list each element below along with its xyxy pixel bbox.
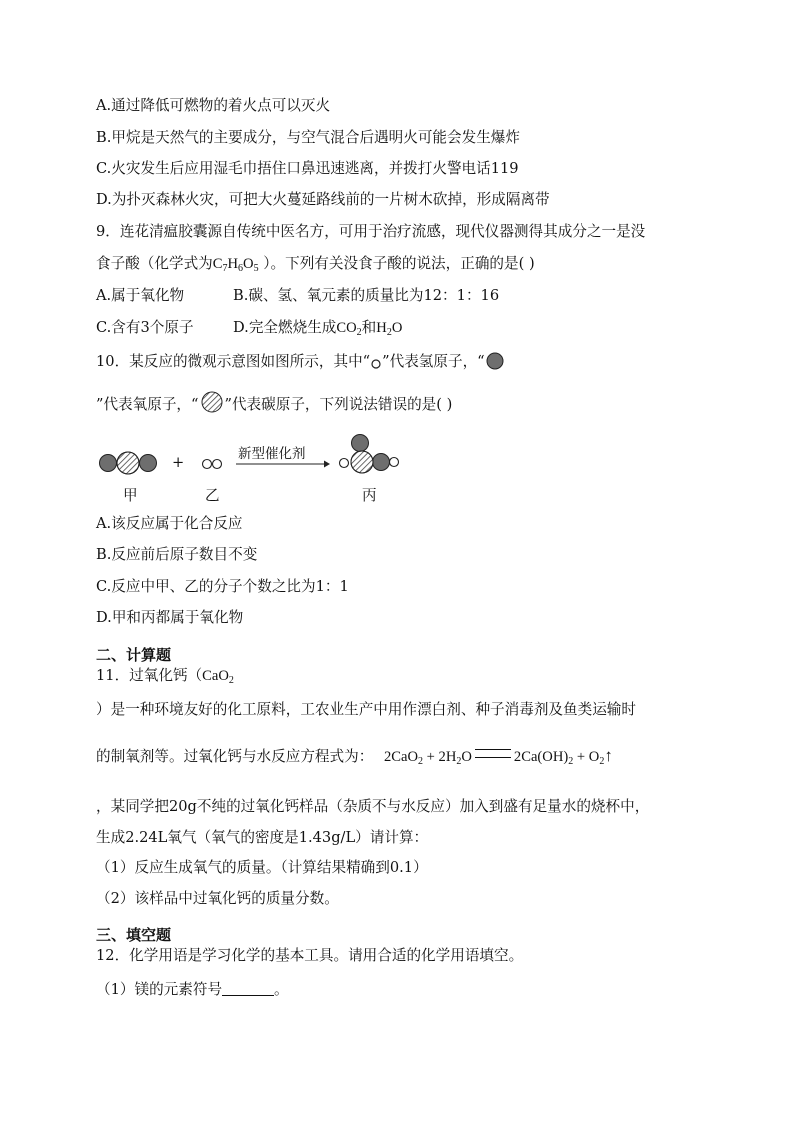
co2-formula: $CO_2$	[336, 320, 362, 338]
q9-stem-line2	[96, 254, 535, 274]
jia-oxygen-right	[140, 455, 157, 472]
q10-stem-line1: 10．某反应的微观示意图如图所示，其中“ ”代表氢原子，“	[96, 352, 505, 372]
molecule-bing	[340, 435, 399, 474]
carbon-atom-icon	[199, 391, 225, 413]
bing-hydrogen-right	[390, 458, 399, 467]
bing-oxygen-top	[352, 435, 369, 452]
q11-subquestion-2: （2）该样品中过氧化钙的质量分数。	[96, 890, 339, 907]
q8-option-c: C.火灾发生后应用湿毛巾捂住口鼻迅速逃离，并拨打火警电话119	[96, 160, 519, 177]
label-yi: 乙	[205, 487, 220, 504]
q9-stem-post: ）。下列有关没食子酸的说法，正确的是( )	[263, 255, 535, 272]
q9-option-c: C.含有3个原子	[96, 319, 194, 336]
molecule-jia	[100, 452, 157, 474]
diagram-catalyst: 新型催化剂	[238, 446, 306, 462]
bing-hydrogen-left	[340, 459, 349, 468]
h2o-formula: $H_2O$	[376, 320, 403, 338]
q9-formula: $C_7H_6O_5$	[212, 256, 259, 274]
q12-subquestion-1: （1）镁的元素符号 。	[96, 981, 289, 998]
oxygen-atom-icon	[485, 352, 505, 370]
diagram-plus: +	[172, 454, 185, 471]
q8-option-d: D.为扑灭森林火灾，可把大火蔓延路线前的一片树木砍掉，形成隔离带	[96, 191, 550, 208]
q9-stem-pre: 食子酸（化学式为	[96, 255, 213, 272]
yi-hydrogen-left	[203, 460, 212, 469]
q10-option-c: C.反应中甲、乙的分子个数之比为1：1	[96, 578, 349, 595]
equals-sign	[475, 749, 511, 758]
section-2-heading: 二、计算题	[96, 646, 172, 664]
q12-stem: 12．化学用语是学习化学的基本工具。请用合适的化学用语填空。	[96, 947, 524, 964]
q11-subquestion-1: （1）反应生成氧气的质量。（计算结果精确到0.1）	[96, 859, 428, 876]
q8-option-b: B.甲烷是天然气的主要成分，与空气混合后遇明火可能会发生爆炸	[96, 129, 520, 146]
label-bing: 丙	[362, 487, 377, 504]
q10-stem-line2: ”代表氧原子，“ ”代表碳原子，下列说法错误的是( )	[96, 391, 452, 415]
q9-stem-line1: 9．连花清瘟胶囊源自传统中医名方，可用于治疗流感，现代仪器测得其成分之一是没	[96, 223, 646, 240]
q9-option-d: D.完全燃烧生成$CO_2$和$H_2O$	[233, 319, 403, 338]
q10-option-b: B.反应前后原子数目不变	[96, 546, 258, 563]
q11-stem-line5: 生成2.24L氧气（氧气的密度是1.43g/L）请计算：	[96, 829, 429, 846]
hydrogen-atom-icon	[370, 356, 382, 370]
yi-hydrogen-right	[213, 460, 222, 469]
molecule-yi	[203, 460, 222, 469]
q11-stem-line1: 11．过氧化钙（CaO$_2$	[96, 667, 234, 686]
section-3-heading: 三、填空题	[96, 926, 172, 944]
q11-stem-line3: 的制氧剂等。过氧化钙与水反应方程式为： $2CaO_2 + 2H_2O$ $2Ca(OH)_2$ + $O_2↑$	[96, 746, 613, 767]
q9-option-b: B.碳、氢、氧元素的质量比为12：1：16	[233, 287, 500, 304]
reaction-diagram	[96, 430, 436, 502]
q10-option-d: D.甲和丙都属于氧化物	[96, 609, 244, 626]
reaction-equation: $2CaO_2 + 2H_2O$ $2Ca(OH)_2$ + $O_2↑$	[383, 746, 613, 767]
q9-option-a: A.属于氧化物	[96, 287, 185, 304]
q11-stem-line4: ，某同学把20g不纯的过氧化钙样品（杂质不与水反应）加入到盛有足量水的烧杯中，	[96, 798, 650, 815]
q8-option-a: A.通过降低可燃物的着火点可以灭火	[96, 97, 331, 114]
q10-option-a: A.该反应属于化合反应	[96, 515, 243, 532]
bing-oxygen-right	[373, 454, 390, 471]
answer-blank[interactable]	[222, 981, 274, 996]
jia-oxygen-left	[100, 455, 117, 472]
label-jia: 甲	[123, 487, 138, 504]
cao2-formula: CaO$_2$	[202, 668, 234, 686]
reaction-svg	[96, 430, 436, 502]
q11-stem-line2: ）是一种环境友好的化工原料，工农业生产中用作漂白剂、种子消毒剂及鱼类运输时	[96, 701, 636, 718]
